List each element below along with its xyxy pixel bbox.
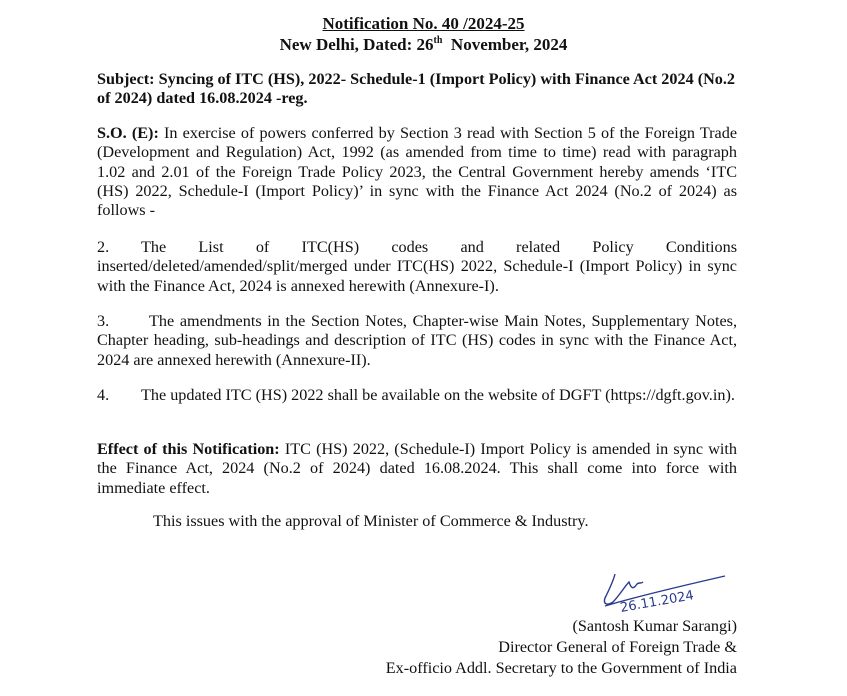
handwritten-signature: [585, 568, 745, 618]
notification-number: Notification No. 40 /2024-25: [322, 14, 525, 33]
effect-label: Effect of this Notification:: [97, 440, 280, 458]
signatory-designation-1: Director General of Foreign Trade &: [498, 638, 737, 656]
signature-date: 26.11.2024: [619, 588, 696, 616]
subject-line: Subject: Syncing of ITC (HS), 2022- Schedule-1 (Import Policy) with Finance Act 2024 (No.2 of 2024) dated 16.08.2024 -reg.: [97, 70, 736, 108]
paragraph-2: 2. The List of ITC(HS) codes and related Policy Conditions inserted/deleted/amended/split/merged under ITC(HS) 2022, Schedule-I (Import Policy) in sync with the Finance Act, 2024 is annexed herewith (Annexure-I).: [97, 238, 737, 295]
effect-paragraph: Effect of this Notification: ITC (HS) 2022, (Schedule-I) Import Policy is amended in sync with the Finance Act, 2024 (No.2 of 2024) dated 16.08.2024. This shall come into force with immediate effect.: [97, 440, 737, 497]
so-paragraph: S.O. (E): In exercise of powers conferred by Section 3 read with Section 5 of the Foreign Trade (Development and Regulation) Act, 1992 (as amended from time to time) read with paragraph 1.02 and 2.01 of the Foreign Trade Policy 2023, the Central Government hereby amends ‘ITC (HS) 2022, Schedule-I (Import Policy)’ in sync with the Finance Act 2024 (No.2 of 2024) as follows -: [97, 124, 737, 220]
so-label: S.O. (E):: [97, 124, 159, 142]
paragraph-3: 3. The amendments in the Section Notes, Chapter-wise Main Notes, Supplementary Notes, Chapter heading, sub-headings and description of ITC (HS) codes in sync with the Finance Act, 2024 are annexed herewith (Annexure-II).: [97, 312, 737, 369]
signatory-block: [386, 616, 737, 679]
signatory-name: (Santosh Kumar Sarangi): [572, 617, 737, 635]
signatory-designation-2: Ex-officio Addl. Secretary to the Government of India: [385, 659, 737, 677]
notification-date: New Delhi, Dated: 26th November, 2024: [279, 35, 568, 54]
paragraph-4: 4. The updated ITC (HS) 2022 shall be available on the website of DGFT (https://dgft.gov.in).: [97, 386, 735, 404]
approval-statement: This issues with the approval of Minister of Commerce & Industry.: [153, 512, 589, 530]
